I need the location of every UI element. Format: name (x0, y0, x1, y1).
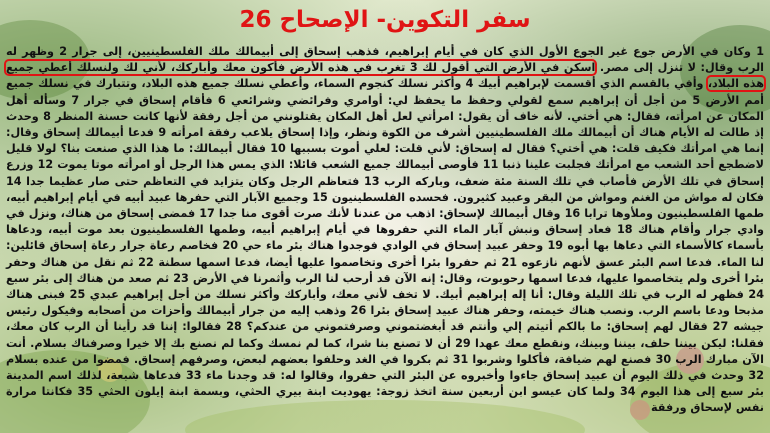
scripture-text (6, 44, 764, 417)
scripture-text-part-2: وأفي بالقسم الذي أقسمت لإبراهيم أبيك 4 وأكثر نسلك كنجوم السماء، وأعطي نسلك جميع هذه البلاد، وتتبارك في نسلك جميع أمم الأرض 5 من أجل أن إبراهيم سمع لقولي وحفظ ما يحفظ لي: أوامري وفرائضي وشرائعي 6 فأقام إسحاق في جرار 7 وسأله أهل المكان عن امرأته، فقال: هي أختي. لأنه خاف أن يقول: امرأتي لعل أهل المكان يقتلونني من أجل رفقة لأنها كانت حسنة المنظر 8 وحدث إذ طالت له الأيام هناك أن أبيمالك ملك الفلسطينيين أشرف من الكوة ونظر، وإذا إسحاق يلاعب رفقة امرأته 9 فدعا أبيمالك إسحاق وقال: إنما هي امرأتك فكيف قلت: هي أختي؟ فقال له إسحاق: لأني قلت: لعلي أموت بسببها 10 فقال أبيمالك: ما هذا الذي صنعت بنا؟ لولا قليل لاضطجع أحد الشعب مع امرأتك فجلبت علينا ذنبا 11 فأوصى أبيمالك جميع الشعب قائلا: الذي يمس هذا الرجل أو امرأته موتا يموت 12 وزرع إسحاق في تلك الأرض فأصاب في تلك السنة مئة ضعف، وباركه الرب 13 فتعاظم الرجل وكان يتزايد في التعاظم حتى صار عظيما جدا 14 فكان له مواش من الغنم ومواش من البقر وعبيد كثيرون. فحسده الفلسطينيون 15 وجميع الآبار التي حفرها عبيد أبيه في أيام إبراهيم أبيه، طمها الفلسطينيون وملأوها ترابا 16 وقال أبيمالك لإسحاق: اذهب من عندنا لأنك صرت أقوى منا جدا 17 فمضى إسحاق من هناك، ونزل في وادي جرار وأقام هناك 18 فعاد إسحاق ونبش آبار الماء التي حفروها في أيام إبراهيم أبيه، وطمها الفلسطينيون بعد موت أبيه، ودعاها بأسماء كالأسماء التي دعاها بها أبوه 19 وحفر عبيد إسحاق في الوادي فوجدوا هناك بئر ماء حي 20 فخاصم رعاة جرار رعاة إسحاق قائلين: لنا الماء. فدعا اسم البئر عسق لأنهم نازعوه 21 ثم حفروا بئرا أخرى وتخاصموا عليها أيضا، فدعا اسمها سطنة 22 ثم نقل من هناك وحفر بئرا أخرى ولم يتخاصموا عليها، فدعا اسمها رحوبوت، وقال: إنه الآن قد أرحب لنا الرب وأثمرنا في الأرض 23 ثم صعد من هناك إلى بئر سبع 24 فظهر له الرب في تلك الليلة وقال: أنا إله إبراهيم أبيك. لا تخف لأني معك، وأباركك وأكثر نسلك من أجل إبراهيم عبدي 25 فبنى هناك مذبحا ودعا باسم الرب. ونصب هناك خيمته، وحفر هناك عبيد إسحاق بئرا 26 وذهب إليه من جرار أبيمالك وأحزات من أصحابه وفيكول رئيس جيشه 27 فقال لهم إسحاق: ما بالكم أتيتم إلي وأنتم قد أبغضتموني وصرفتموني من عندكم؟ 28 فقالوا: إننا قد رأينا أن الرب كان معك، فقلنا: ليكن بيننا حلف، بيننا وبينك، ونقطع معك عهدا 29 أن لا تصنع بنا شرا، كما لم نمسك وكما لم نصنع بك إلا خيرا وصرفناك بسلام. أنت الآن مبارك الرب 30 فصنع لهم ضيافة، فأكلوا وشربوا 31 ثم بكروا في الغد وحلفوا بعضهم لبعض، وصرفهم إسحاق. فمضوا من عنده بسلام 32 وحدث في ذلك اليوم أن عبيد إسحاق جاءوا وأخبروه عن البئر التي حفروا، وقالوا له: قد وجدنا ماء 33 فدعاها شبعة، لذلك اسم المدينة بئر سبع إلى هذا اليوم 34 ولما كان عيسو ابن أربعين سنة اتخذ زوجة: يهوديت ابنة بيري الحثي، وبسمة ابنة إيلون الحثي 35 فكانتا مرارة نفس لإسحاق ورفقة (6, 77, 765, 415)
scripture-text-part-1: 1 وكان في الأرض جوع غير الجوع الأول الذي كان في أيام إبراهيم، فذهب إسحاق إلى أبيمالك ملك الفلسطينيين، إلى جرار 2 وظهر له الرب وقال: لا تنزل إلى مصر. (6, 45, 764, 75)
highlighted-verse-box: اسكن في الأرض التي أقول لك 3 تغرب في هذه الأرض فأكون معك وأباركك، لأني لك ولنسلك أعطي جميع هذه البلاد، (6, 61, 765, 91)
page-title: سفر التكوين- الإصحاح 26 (239, 7, 531, 33)
